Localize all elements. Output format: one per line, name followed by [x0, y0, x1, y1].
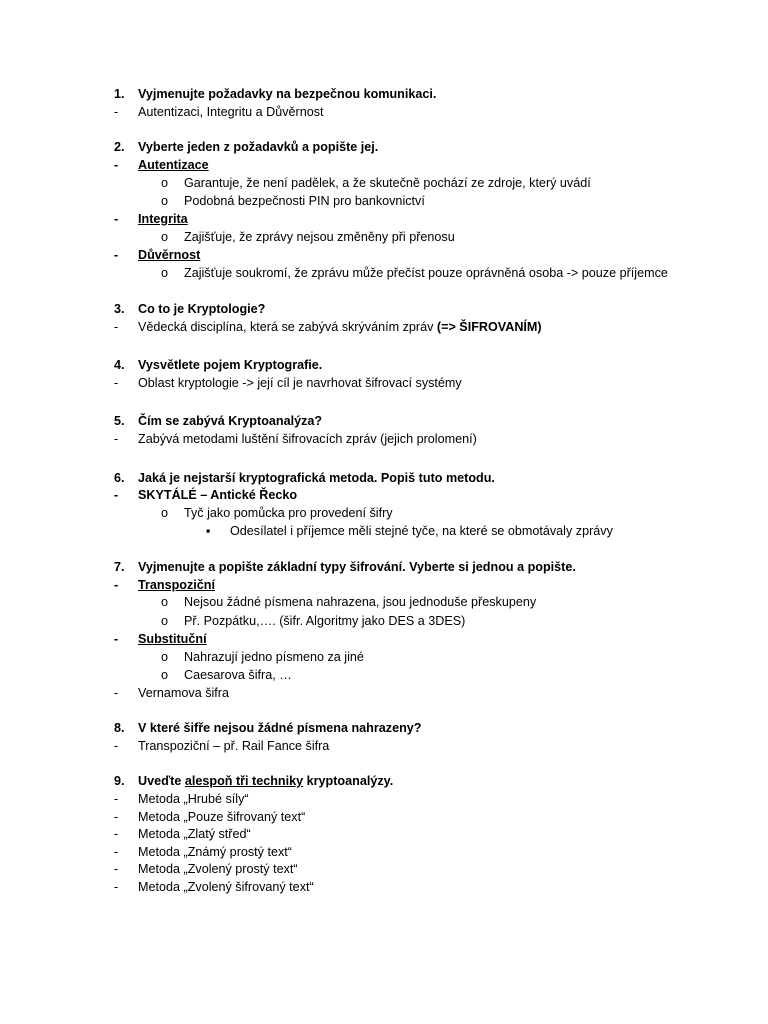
answer-bold: (=> ŠIFROVANÍM)	[436, 320, 542, 334]
dash-bullet: -	[114, 432, 119, 446]
title-underlined: alespoň tři techniky	[184, 774, 304, 788]
heading-text: Důvěrnost	[138, 248, 201, 262]
circle-bullet: o	[161, 176, 169, 190]
question-title	[138, 772, 393, 790]
dash-bullet: -	[114, 810, 119, 824]
question-number: 2.	[114, 140, 125, 154]
question-number: 7.	[114, 560, 125, 574]
circle-bullet: o	[161, 230, 169, 244]
sub-item-text: Garantuje, že není padělek, a že skutečně pochází ze zdroje, který uvádí	[184, 176, 591, 190]
heading-text: Transpoziční	[138, 578, 215, 592]
circle-bullet: o	[161, 650, 169, 664]
circle-bullet: o	[161, 194, 169, 208]
sub-item-text: Zajišťuje soukromí, že zprávu může přečíst pouze oprávněná osoba -> pouze příjemce	[184, 266, 668, 280]
answer-text: Vernamova šifra	[138, 686, 229, 700]
title-post: kryptoanalýzy.	[303, 774, 394, 788]
answer-plain: Vědecká disciplína, která se zabývá skrýváním zpráv	[138, 320, 437, 334]
question-number: 5.	[114, 414, 125, 428]
sub-item-text: Př. Pozpátku,…. (šifr. Algoritmy jako DES a 3DES)	[184, 614, 466, 628]
heading-text: Substituční	[138, 632, 207, 646]
heading-text: Autentizace	[138, 158, 209, 172]
answer-text: Transpoziční – př. Rail Fance šifra	[138, 739, 330, 753]
question-title: Vyjmenujte požadavky na bezpečnou komunikaci.	[138, 87, 437, 101]
sub-item-text: Podobná bezpečnosti PIN pro bankovnictví	[184, 194, 425, 208]
dash-bullet: -	[114, 248, 119, 262]
dash-bullet: -	[114, 686, 119, 700]
question-title: Vyberte jeden z požadavků a popište jej.	[138, 140, 379, 154]
question-title: V které šifře nejsou žádné písmena nahrazeny?	[138, 721, 422, 735]
dash-bullet: -	[114, 376, 119, 390]
square-bullet: ▪	[206, 524, 211, 538]
question-number: 1.	[114, 87, 125, 101]
list-item-text: Metoda „Známý prostý text“	[138, 845, 292, 859]
circle-bullet: o	[161, 614, 169, 628]
dash-bullet: -	[114, 488, 119, 502]
answer-text: SKYTÁLÉ – Antické Řecko	[138, 488, 298, 502]
dash-bullet: -	[114, 105, 119, 119]
dash-bullet: -	[114, 212, 119, 226]
circle-bullet: o	[161, 266, 169, 280]
heading-text: Integrita	[138, 212, 188, 226]
question-number: 6.	[114, 471, 125, 485]
list-item-text: Metoda „Zlatý střed“	[138, 827, 251, 841]
sub-item-text: Nejsou žádné písmena nahrazena, jsou jednoduše přeskupeny	[184, 595, 537, 609]
circle-bullet: o	[161, 668, 169, 682]
circle-bullet: o	[161, 506, 169, 520]
dash-bullet: -	[114, 632, 119, 646]
dash-bullet: -	[114, 320, 119, 334]
answer-text: Oblast kryptologie -> její cíl je navrhovat šifrovací systémy	[138, 376, 462, 390]
sub-item-text: Nahrazují jedno písmeno za jiné	[184, 650, 364, 664]
answer-text	[138, 318, 542, 336]
list-item-text: Metoda „Pouze šifrovaný text“	[138, 810, 306, 824]
question-title: Jaká je nejstarší kryptografická metoda. Popiš tuto metodu.	[138, 471, 495, 485]
sub-item-text: Tyč jako pomůcka pro provedení šifry	[184, 506, 393, 520]
question-title: Čím se zabývá Kryptoanalýza?	[138, 414, 323, 428]
question-number: 9.	[114, 774, 125, 788]
dash-bullet: -	[114, 578, 119, 592]
question-number: 4.	[114, 358, 125, 372]
dash-bullet: -	[114, 792, 119, 806]
dash-bullet: -	[114, 827, 119, 841]
dash-bullet: -	[114, 739, 119, 753]
question-number: 8.	[114, 721, 125, 735]
question-title: Vysvětlete pojem Kryptografie.	[138, 358, 323, 372]
sub-item-text: Caesarova šifra, …	[184, 668, 292, 682]
question-title: Co to je Kryptologie?	[138, 302, 266, 316]
dash-bullet: -	[114, 862, 119, 876]
question-title: Vyjmenujte a popište základní typy šifrování. Vyberte si jednou a popište.	[138, 560, 576, 574]
list-item-text: Metoda „Zvolený prostý text“	[138, 862, 298, 876]
dash-bullet: -	[114, 880, 119, 894]
answer-text: Autentizaci, Integritu a Důvěrnost	[138, 105, 324, 119]
sub-sub-item-text: Odesílatel i příjemce měli stejné tyče, na které se obmotávaly zprávy	[230, 524, 613, 538]
question-number: 3.	[114, 302, 125, 316]
title-pre: Uveďte	[138, 774, 185, 788]
answer-text: Zabývá metodami luštění šifrovacích zpráv (jejich prolomení)	[138, 432, 477, 446]
dash-bullet: -	[114, 158, 119, 172]
list-item-text: Metoda „Zvolený šifrovaný text“	[138, 880, 314, 894]
list-item-text: Metoda „Hrubé síly“	[138, 792, 249, 806]
dash-bullet: -	[114, 845, 119, 859]
circle-bullet: o	[161, 595, 169, 609]
sub-item-text: Zajišťuje, že zprávy nejsou změněny při přenosu	[184, 230, 455, 244]
